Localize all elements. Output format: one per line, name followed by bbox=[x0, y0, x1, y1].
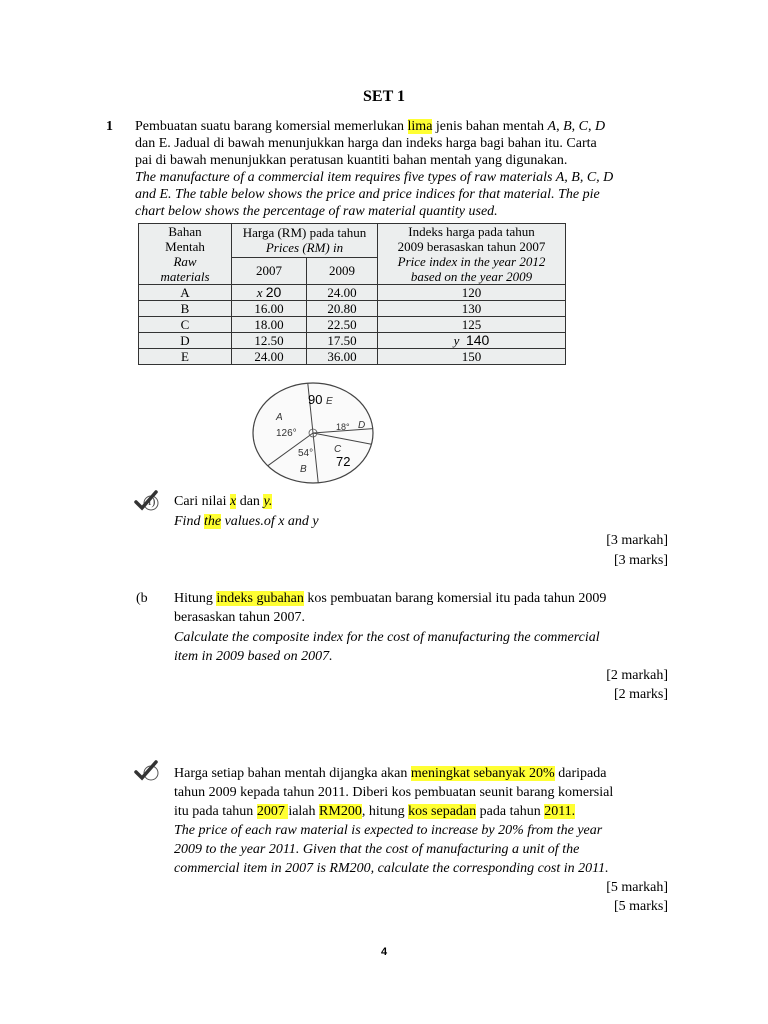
question-number: 1 bbox=[106, 119, 113, 134]
header-index: Indeks harga pada tahun 2009 berasaskan tahun 2007 Price index in the year 2012 based on the year 2009 bbox=[378, 224, 566, 285]
part-a-marks-english: [3 marks] bbox=[613, 553, 668, 568]
table-row: A x 20 24.00 120 bbox=[139, 285, 566, 301]
table-row: C 18.00 22.50 125 bbox=[139, 317, 566, 333]
page-number: 4 bbox=[380, 946, 388, 958]
handwritten-c-angle: 72 bbox=[336, 454, 351, 469]
pie-angle-a: 126° bbox=[276, 428, 297, 439]
pie-label-e: E bbox=[326, 396, 333, 407]
handwritten-e-angle: 90 bbox=[308, 392, 323, 407]
part-a-malay: Cari nilai x dan y. bbox=[174, 494, 273, 509]
pie-label-d: D bbox=[358, 420, 366, 431]
pie-label-b: B bbox=[300, 464, 307, 475]
part-b-marks-malay: [2 markah] bbox=[606, 668, 668, 683]
handwritten-y-answer: 140 bbox=[465, 332, 490, 348]
header-year-2007: 2007 bbox=[232, 257, 307, 284]
intro-malay-line-2: dan E. Jadual di bawah menunjukkan harga dan indeks harga bagi bahan itu. Carta bbox=[135, 136, 597, 151]
intro-malay-line-1: Pembuatan suatu barang komersial memerlukan lima jenis bahan mentah A, B, C, D bbox=[135, 119, 606, 134]
intro-english-line-2: and E. The table below shows the price and price indices for that material. The pie bbox=[135, 187, 600, 202]
checkmark-icon bbox=[134, 760, 160, 782]
part-c-malay-line-2: tahun 2009 kepada tahun 2011. Diberi kos pembuatan seunit barang komersial bbox=[174, 785, 614, 800]
price-table bbox=[138, 223, 566, 365]
part-b-malay-line-2: berasaskan tahun 2007. bbox=[174, 610, 306, 625]
intro-english-line-3: chart below shows the percentage of raw material quantity used. bbox=[135, 204, 498, 219]
part-a-marks-malay: [3 markah] bbox=[606, 533, 668, 548]
part-c-english-line-1: The price of each raw material is expected to increase by 20% from the year bbox=[174, 823, 603, 838]
checkmark-icon bbox=[134, 490, 160, 512]
intro-malay-line-3: pai di bawah menunjukkan peratusan kuantiti bahan mentah yang digunakan. bbox=[135, 153, 568, 168]
table-row: B 16.00 20.80 130 bbox=[139, 301, 566, 317]
part-b-malay-line-1: Hitung indeks gubahan kos pembuatan barang komersial itu pada tahun 2009 bbox=[174, 591, 607, 606]
pie-label-c: C bbox=[334, 444, 342, 455]
part-c-malay-line-1: Harga setiap bahan mentah dijangka akan meningkat sebanyak 20% daripada bbox=[174, 766, 607, 781]
part-a-english: Find the values.of x and y bbox=[174, 514, 319, 529]
handwritten-x-answer: 20 bbox=[265, 284, 282, 300]
pie-angle-d: 18° bbox=[336, 422, 350, 432]
table-row: E 24.00 36.00 150 bbox=[139, 349, 566, 365]
part-b-english-line-1: Calculate the composite index for the cost of manufacturing the commercial bbox=[174, 630, 600, 645]
part-c-english-line-2: 2009 to the year 2011. Given that the cost of manufacturing a unit of the bbox=[174, 842, 580, 857]
highlight-lima: lima bbox=[407, 119, 433, 134]
part-c-marks-english: [5 marks] bbox=[613, 899, 668, 914]
part-c-english-line-3: commercial item in 2007 is RM200, calculate the corresponding cost in 2011. bbox=[174, 861, 609, 876]
intro-english-line-1: The manufacture of a commercial item requires five types of raw materials A, B, C, D bbox=[135, 170, 614, 185]
set-title: SET 1 bbox=[363, 88, 405, 105]
part-b-english-line-2: item in 2009 based on 2007. bbox=[174, 649, 333, 664]
pie-label-a: A bbox=[276, 412, 283, 423]
part-c-malay-line-3: itu pada tahun 2007 ialah RM200, hitung kos sepadan pada tahun 2011. bbox=[174, 804, 576, 819]
part-b-marks-english: [2 marks] bbox=[613, 687, 668, 702]
part-c-marks-malay: [5 markah] bbox=[606, 880, 668, 895]
header-prices: Harga (RM) pada tahun Prices (RM) in bbox=[232, 224, 378, 258]
part-b-label-fragment: (b bbox=[136, 591, 148, 606]
header-year-2009: 2009 bbox=[307, 257, 378, 284]
table-row: D 12.50 17.50 y 140 bbox=[139, 333, 566, 349]
part-a-label-fragment: i) bbox=[148, 494, 156, 508]
header-material: Bahan Mentah Raw materials bbox=[139, 224, 232, 285]
pie-angle-b: 54° bbox=[298, 448, 314, 459]
pie-chart bbox=[246, 378, 386, 488]
